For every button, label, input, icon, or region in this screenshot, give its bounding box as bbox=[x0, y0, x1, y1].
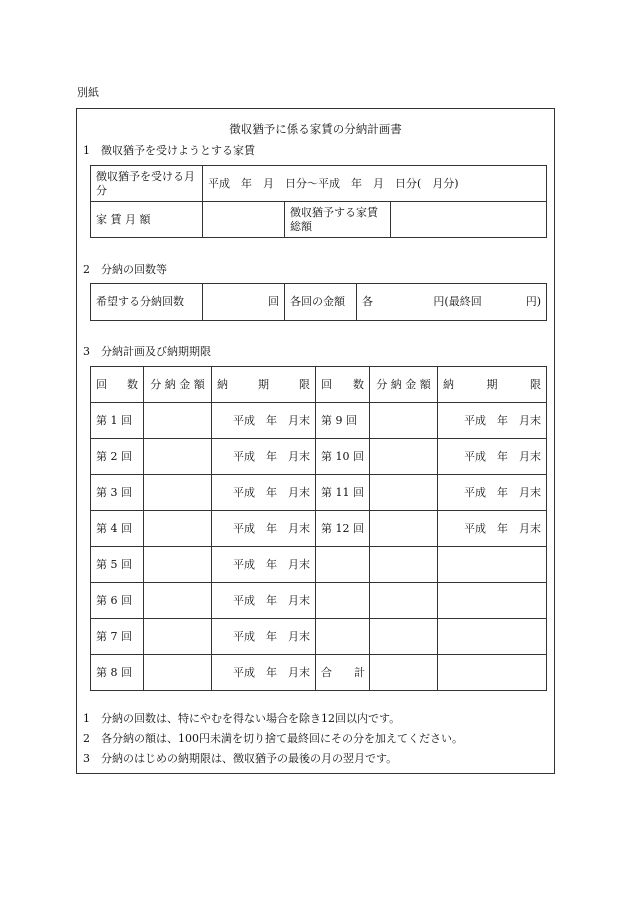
installment-label bbox=[316, 619, 370, 655]
section-3-heading: 3 分納計画及び納期期限 bbox=[83, 345, 211, 358]
each-amount-field[interactable]: 各 円(最終回 円) bbox=[357, 284, 547, 321]
installment-label: 第 3 回 bbox=[91, 475, 144, 511]
installment-label: 第 11 回 bbox=[316, 475, 370, 511]
table-row bbox=[91, 547, 547, 583]
installment-label bbox=[316, 547, 370, 583]
table-row bbox=[91, 619, 547, 655]
note-item: 3 分納のはじめの納期限は、徴収猶予の最後の月の翌月です。 bbox=[83, 752, 398, 765]
installment-count-field[interactable]: 回 bbox=[203, 284, 285, 321]
installment-amount-field[interactable] bbox=[144, 547, 212, 583]
each-amount-label: 各回の金額 bbox=[285, 284, 357, 321]
table-row bbox=[91, 475, 547, 511]
header-count: 回 数 bbox=[316, 367, 370, 403]
installment-label: 第 12 回 bbox=[316, 511, 370, 547]
note-item: 1 分納の回数は、特にやむを得ない場合を除き12回以内です。 bbox=[83, 712, 401, 725]
table-row bbox=[91, 403, 547, 439]
installment-deadline: 平成 年 月末 bbox=[212, 655, 316, 691]
installment-amount-field[interactable] bbox=[144, 511, 212, 547]
table-row bbox=[91, 439, 547, 475]
section-1-heading: 1 徴収猶予を受けようとする家賃 bbox=[83, 144, 255, 157]
installment-label: 第 9 回 bbox=[316, 403, 370, 439]
rent-info-table bbox=[90, 165, 547, 238]
table-row bbox=[91, 166, 547, 202]
installment-deadline bbox=[438, 583, 547, 619]
installment-amount-field[interactable] bbox=[144, 475, 212, 511]
installment-deadline: 平成 年 月末 bbox=[438, 475, 547, 511]
installment-amount-field[interactable] bbox=[144, 403, 212, 439]
installment-amount-field[interactable] bbox=[144, 583, 212, 619]
installment-amount-field[interactable] bbox=[370, 403, 438, 439]
installment-amount-field[interactable] bbox=[370, 439, 438, 475]
total-deferred-label: 徴収猶予する家賃総額 bbox=[285, 202, 391, 238]
header-count: 回 数 bbox=[91, 367, 144, 403]
installment-deadline: 平成 年 月末 bbox=[212, 403, 316, 439]
table-row bbox=[91, 583, 547, 619]
table-row bbox=[91, 511, 547, 547]
installment-deadline bbox=[438, 547, 547, 583]
installment-deadline: 平成 年 月末 bbox=[438, 403, 547, 439]
installment-amount-field[interactable] bbox=[370, 547, 438, 583]
installment-deadline: 平成 年 月末 bbox=[212, 583, 316, 619]
header-amount: 分 納 金 額 bbox=[370, 367, 438, 403]
installment-count-table bbox=[90, 283, 547, 321]
installment-amount-field[interactable] bbox=[370, 475, 438, 511]
installment-label: 第 1 回 bbox=[91, 403, 144, 439]
installment-amount-field[interactable] bbox=[144, 655, 212, 691]
installment-label: 第 6 回 bbox=[91, 583, 144, 619]
installment-label: 合 計 bbox=[316, 655, 370, 691]
table-row bbox=[91, 202, 547, 238]
section-2-heading: 2 分納の回数等 bbox=[83, 263, 167, 276]
installment-count-label: 希望する分納回数 bbox=[91, 284, 203, 321]
table-header-row bbox=[91, 367, 547, 403]
installment-deadline: 平成 年 月末 bbox=[212, 547, 316, 583]
installment-schedule-table bbox=[90, 366, 547, 691]
installment-label bbox=[316, 583, 370, 619]
document-title: 徴収猶予に係る家賃の分納計画書 bbox=[229, 122, 402, 136]
installment-deadline: 平成 年 月末 bbox=[212, 439, 316, 475]
monthly-rent-label: 家 賃 月 額 bbox=[91, 202, 203, 238]
page-label: 別紙 bbox=[77, 86, 99, 99]
installment-amount-field[interactable] bbox=[144, 439, 212, 475]
installment-label: 第 4 回 bbox=[91, 511, 144, 547]
installment-deadline: 平成 年 月末 bbox=[212, 475, 316, 511]
notes bbox=[83, 709, 463, 769]
months-field[interactable]: 平成 年 月 日分〜平成 年 月 日分( 月分) bbox=[203, 166, 547, 202]
total-deferred-field[interactable] bbox=[391, 202, 547, 238]
table-row bbox=[91, 284, 547, 321]
installment-label: 第 10 回 bbox=[316, 439, 370, 475]
note-item: 2 各分納の額は、100円未満を切り捨て最終回にその分を加えてください。 bbox=[83, 732, 463, 745]
header-deadline: 納 期 限 bbox=[438, 367, 547, 403]
installment-amount-field[interactable] bbox=[370, 619, 438, 655]
installment-label: 第 7 回 bbox=[91, 619, 144, 655]
installment-deadline: 平成 年 月末 bbox=[438, 511, 547, 547]
installment-amount-field[interactable] bbox=[370, 583, 438, 619]
table-row bbox=[91, 655, 547, 691]
plan-form-frame bbox=[76, 108, 555, 774]
installment-label: 第 8 回 bbox=[91, 655, 144, 691]
installment-label: 第 2 回 bbox=[91, 439, 144, 475]
installment-amount-field[interactable] bbox=[370, 655, 438, 691]
installment-amount-field[interactable] bbox=[144, 619, 212, 655]
monthly-rent-field[interactable] bbox=[203, 202, 285, 238]
months-label: 徴収猶予を受ける月分 bbox=[91, 166, 203, 202]
installment-deadline: 平成 年 月末 bbox=[438, 439, 547, 475]
installment-amount-field[interactable] bbox=[370, 511, 438, 547]
installment-deadline bbox=[438, 655, 547, 691]
header-deadline: 納 期 限 bbox=[212, 367, 316, 403]
installment-deadline: 平成 年 月末 bbox=[212, 511, 316, 547]
header-amount: 分 納 金 額 bbox=[144, 367, 212, 403]
installment-label: 第 5 回 bbox=[91, 547, 144, 583]
installment-deadline bbox=[438, 619, 547, 655]
installment-deadline: 平成 年 月末 bbox=[212, 619, 316, 655]
